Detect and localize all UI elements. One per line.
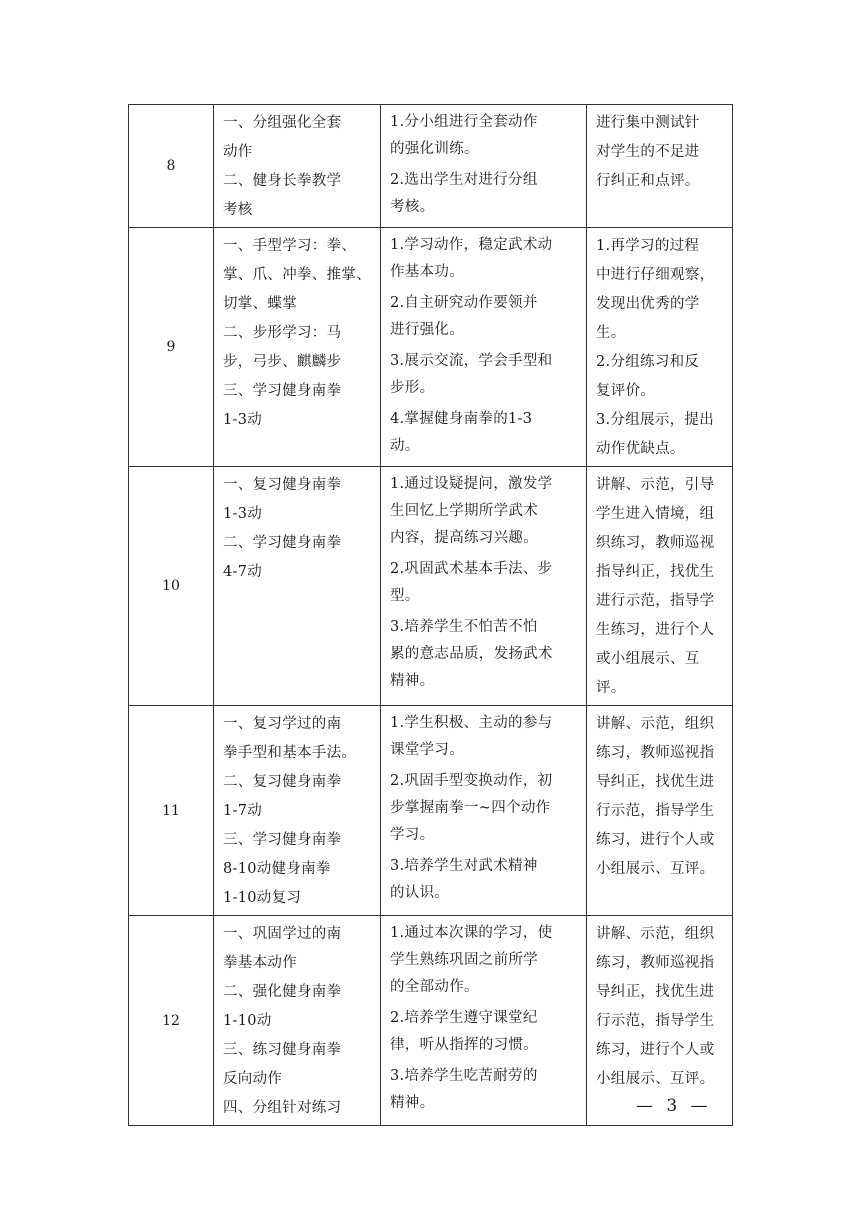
content-cell (214, 228, 381, 467)
objective-line: 3.培养学生对武术精神 (390, 858, 538, 874)
method-line: 小组展示、互评。 (596, 861, 715, 877)
objective-line: 2.巩固武术基本手法、步 (390, 561, 553, 577)
content-cell (214, 706, 381, 916)
content-line: 1-10动复习 (223, 890, 302, 906)
method-line: 导纠正，找优生进 (596, 774, 715, 790)
method-line: 复评价。 (596, 383, 656, 399)
objectives-cell (381, 228, 587, 467)
objectives-cell (381, 467, 587, 706)
objective-line: 1.通过设疑提问，激发学 (390, 476, 553, 492)
lesson-plan-table (128, 104, 733, 1126)
table-row (129, 916, 733, 1126)
content-cell (214, 467, 381, 706)
content-line: 二、健身长拳教学 (223, 173, 342, 189)
method-line: 行纠正和点评。 (596, 173, 700, 189)
objective-line: 生回忆上学期所学武术 (390, 503, 538, 519)
objective-line: 1.通过本次课的学习，使 (390, 925, 553, 941)
content-line: 一、巩固学过的南 (223, 926, 342, 942)
content-line: 1-3动 (223, 412, 263, 428)
objective-line: 内容，提高练习兴趣。 (390, 530, 538, 546)
objective-line: 考核。 (390, 199, 435, 215)
method-line: 2.分组练习和反 (596, 354, 700, 370)
objective-line: 的认识。 (390, 885, 450, 901)
objective-item (390, 920, 581, 1001)
content-line: 三、学习健身南拳 (223, 383, 342, 399)
objective-line: 动。 (390, 438, 420, 454)
lesson-plan-body (129, 105, 733, 1126)
objective-line: 4.掌握健身南拳的1-3 (390, 411, 533, 427)
objective-line: 进行强化。 (390, 322, 464, 338)
content-line: 一、分组强化全套 (223, 115, 342, 131)
content-line: 四、分组针对练习 (223, 1100, 342, 1116)
objective-line: 步掌握南拳一~四个动作 (390, 800, 551, 816)
method-line: 练习，进行个人或 (596, 1042, 715, 1058)
method-line: 讲解、示范，引导 (596, 477, 715, 493)
objective-item (390, 710, 581, 764)
method-line: 讲解、示范，组织 (596, 716, 715, 732)
table-row (129, 105, 733, 228)
method-line: 行示范，指导学生 (596, 1013, 715, 1029)
content-line: 三、练习健身南拳 (223, 1042, 342, 1058)
week-number-cell: 12 (129, 916, 214, 1126)
content-line: 切掌、蝶掌 (223, 296, 297, 312)
objective-line: 2.选出学生对进行分组 (390, 172, 538, 188)
objectives-cell (381, 105, 587, 228)
objective-item (390, 167, 581, 221)
week-number-cell: 9 (129, 228, 214, 467)
content-line: 1-3动 (223, 506, 263, 522)
methods-cell (587, 228, 733, 467)
content-line: 二、复习健身南拳 (223, 774, 342, 790)
method-line: 导纠正，找优生进 (596, 984, 715, 1000)
objective-line: 学习。 (390, 827, 435, 843)
content-line: 拳手型和基本手法。 (223, 745, 357, 761)
content-line: 8-10动健身南拳 (223, 861, 331, 877)
objective-line: 1.学生积极、主动的参与 (390, 715, 553, 731)
objective-line: 的全部动作。 (390, 979, 479, 995)
method-line: 织练习，教师巡视 (596, 535, 715, 551)
objective-line: 精神。 (390, 1095, 435, 1111)
objective-line: 精神。 (390, 673, 435, 689)
objective-item (390, 406, 581, 460)
content-line: 二、强化健身南拳 (223, 984, 342, 1000)
objective-item (390, 471, 581, 552)
content-line: 拳基本动作 (223, 955, 297, 971)
objective-line: 3.展示交流，学会手型和 (390, 353, 553, 369)
method-line: 1.再学习的过程 (596, 238, 700, 254)
objective-item (390, 614, 581, 695)
objective-line: 课堂学习。 (390, 742, 464, 758)
objective-line: 的强化训练。 (390, 141, 479, 157)
objective-item (390, 853, 581, 907)
content-line: 1-10动 (223, 1013, 272, 1029)
objective-line: 累的意志品质，发扬武术 (390, 646, 553, 662)
method-line: 学生进入情境，组 (596, 506, 715, 522)
method-line: 进行示范，指导学 (596, 593, 715, 609)
objective-line: 1.学习动作，稳定武术动 (390, 237, 553, 253)
content-line: 一、复习学过的南 (223, 716, 342, 732)
content-line: 1-7动 (223, 803, 263, 819)
content-cell (214, 916, 381, 1126)
content-line: 二、学习健身南拳 (223, 535, 342, 551)
objective-line: 律，听从指挥的习惯。 (390, 1037, 538, 1053)
page-number: — 3 — (636, 1096, 712, 1116)
method-line: 发现出优秀的学 (596, 296, 700, 312)
objective-line: 2.巩固手型变换动作，初 (390, 773, 553, 789)
content-line: 步，弓步、麒麟步 (223, 354, 342, 370)
method-line: 动作优缺点。 (596, 441, 685, 457)
objective-item (390, 109, 581, 163)
method-line: 中进行仔细观察， (596, 267, 715, 283)
content-cell (214, 105, 381, 228)
table-row (129, 706, 733, 916)
objective-item (390, 1063, 581, 1117)
method-line: 生练习，进行个人 (596, 622, 715, 638)
content-line: 动作 (223, 144, 253, 160)
objective-line: 作基本功。 (390, 264, 464, 280)
objective-line: 2.培养学生遵守课堂纪 (390, 1010, 538, 1026)
method-line: 练习，教师巡视指 (596, 955, 715, 971)
method-line: 练习，教师巡视指 (596, 745, 715, 761)
method-line: 小组展示、互评。 (596, 1071, 715, 1087)
content-line: 三、学习健身南拳 (223, 832, 342, 848)
content-line: 反向动作 (223, 1071, 283, 1087)
table-row (129, 228, 733, 467)
method-line: 进行集中测试针 (596, 115, 700, 131)
method-line: 3.分组展示，提出 (596, 412, 715, 428)
objective-line: 步形。 (390, 380, 435, 396)
week-number-cell: 10 (129, 467, 214, 706)
method-line: 讲解、示范，组织 (596, 926, 715, 942)
content-line: 掌、爪、冲拳、推掌、 (223, 267, 371, 283)
method-line: 行示范，指导学生 (596, 803, 715, 819)
methods-cell (587, 105, 733, 228)
method-line: 指导纠正，找优生 (596, 564, 715, 580)
objective-line: 3.培养学生不怕苦不怕 (390, 619, 538, 635)
method-line: 生。 (596, 325, 626, 341)
method-line: 练习，进行个人或 (596, 832, 715, 848)
objective-item (390, 232, 581, 286)
week-number-cell: 11 (129, 706, 214, 916)
objective-line: 型。 (390, 588, 420, 604)
content-line: 一、手型学习：拳、 (223, 238, 357, 254)
methods-cell (587, 706, 733, 916)
week-number-cell: 8 (129, 105, 214, 228)
objectives-cell (381, 916, 587, 1126)
content-line: 二、步形学习：马 (223, 325, 342, 341)
content-line: 考核 (223, 202, 253, 218)
objective-line: 2.自主研究动作要领并 (390, 295, 538, 311)
objective-item (390, 290, 581, 344)
objective-item (390, 768, 581, 849)
method-line: 对学生的不足进 (596, 144, 700, 160)
objective-item (390, 348, 581, 402)
objectives-cell (381, 706, 587, 916)
content-line: 4-7动 (223, 564, 263, 580)
objective-item (390, 1005, 581, 1059)
objective-item (390, 556, 581, 610)
methods-cell (587, 916, 733, 1126)
table-row (129, 467, 733, 706)
methods-cell (587, 467, 733, 706)
method-line: 或小组展示、互 (596, 651, 700, 667)
content-line: 一、复习健身南拳 (223, 477, 342, 493)
method-line: 评。 (596, 680, 626, 696)
objective-line: 学生熟练巩固之前所学 (390, 952, 538, 968)
objective-line: 1.分小组进行全套动作 (390, 114, 538, 130)
objective-line: 3.培养学生吃苦耐劳的 (390, 1068, 538, 1084)
